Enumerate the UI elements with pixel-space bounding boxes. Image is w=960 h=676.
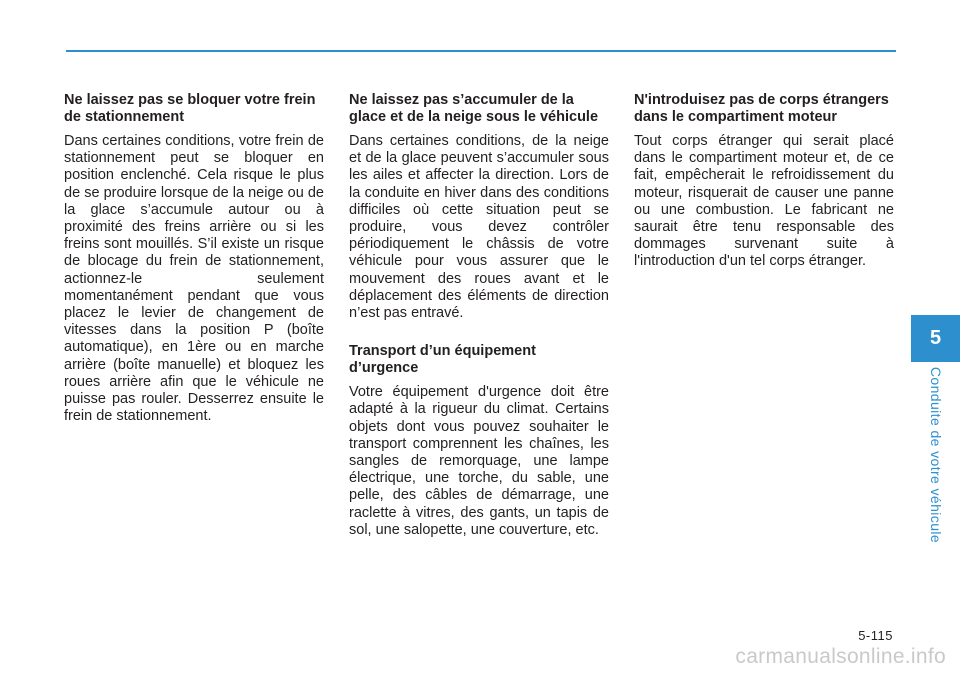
page-number: 5-115 [858,628,893,643]
column-2 [349,92,609,539]
chapter-title: Conduite de votre véhicule [928,366,944,544]
section-heading-ice-snow: Ne laissez pas s’accumuler de la glace et de la neige sous le véhicule [349,92,599,125]
section-text-ice-snow: Dans certaines conditions, de la neige et de la glace peuvent s’accumuler sous les ailes et affecter la direction. Lors de la conduite en hiver dans des conditions difficiles où cette situation peut se produire, vous devez contrôler périodiquement le châssis de votre véhicule pour vous assurer que le mouvement des roues avant et le déplacement des éléments de direction n’est pas entravé. [349,133,609,322]
section-heading-parking-brake: Ne laissez pas se bloquer votre frein de stationnement [64,92,316,125]
header-rule [66,50,896,52]
watermark-text: carmanualsonline.info [735,645,946,668]
section-text-emergency-equipment: Votre équipement d'urgence doit être adapté à la rigueur du climat. Certains objets dont vous pouvez souhaiter le transport comprennent les chaînes, les sangles de remorquage, une lampe électrique, une torche, du sable, une pelle, des câbles de démarrage, une raclette à vitres, des gants, un tapis de sol, une salopette, une couverture, etc. [349,384,609,538]
column-1 [64,92,324,425]
section-heading-foreign-objects: N'introduisez pas de corps étrangers dans le compartiment moteur [634,92,889,125]
section-text-foreign-objects: Tout corps étranger qui serait placé dans le compartiment moteur et, de ce fait, empêcherait le refroidissement du moteur, risquerait de causer une panne ou une combustion. Le fabricant ne saurait être tenu responsable des dommages survenant suite à l'introduction d'un tel corps étranger. [634,133,894,270]
section-text-parking-brake: Dans certaines conditions, votre frein de stationnement peut se bloquer en position enclenché. Cela risque le plus de se produire lorsque de la neige ou de la glace s’accumule autour ou à proximité des freins arrière ou si les freins sont mouillés. S’il existe un risque de blocage du frein de stationnement, actionnez-le seulement momentanément pendant que vous placez le levier de changement de vitesses dans la position P (boîte automatique), en 1ère ou en marche arrière (boîte manuelle) et bloquez les roues arrière afin que le véhicule ne puisse pas rouler. Desserrez ensuite le frein de stationnement. [64,133,324,425]
section-heading-emergency-equipment: Transport d’un équipement d’urgence [349,343,536,377]
chapter-number-tab: 5 [911,315,960,362]
column-3 [634,92,894,271]
